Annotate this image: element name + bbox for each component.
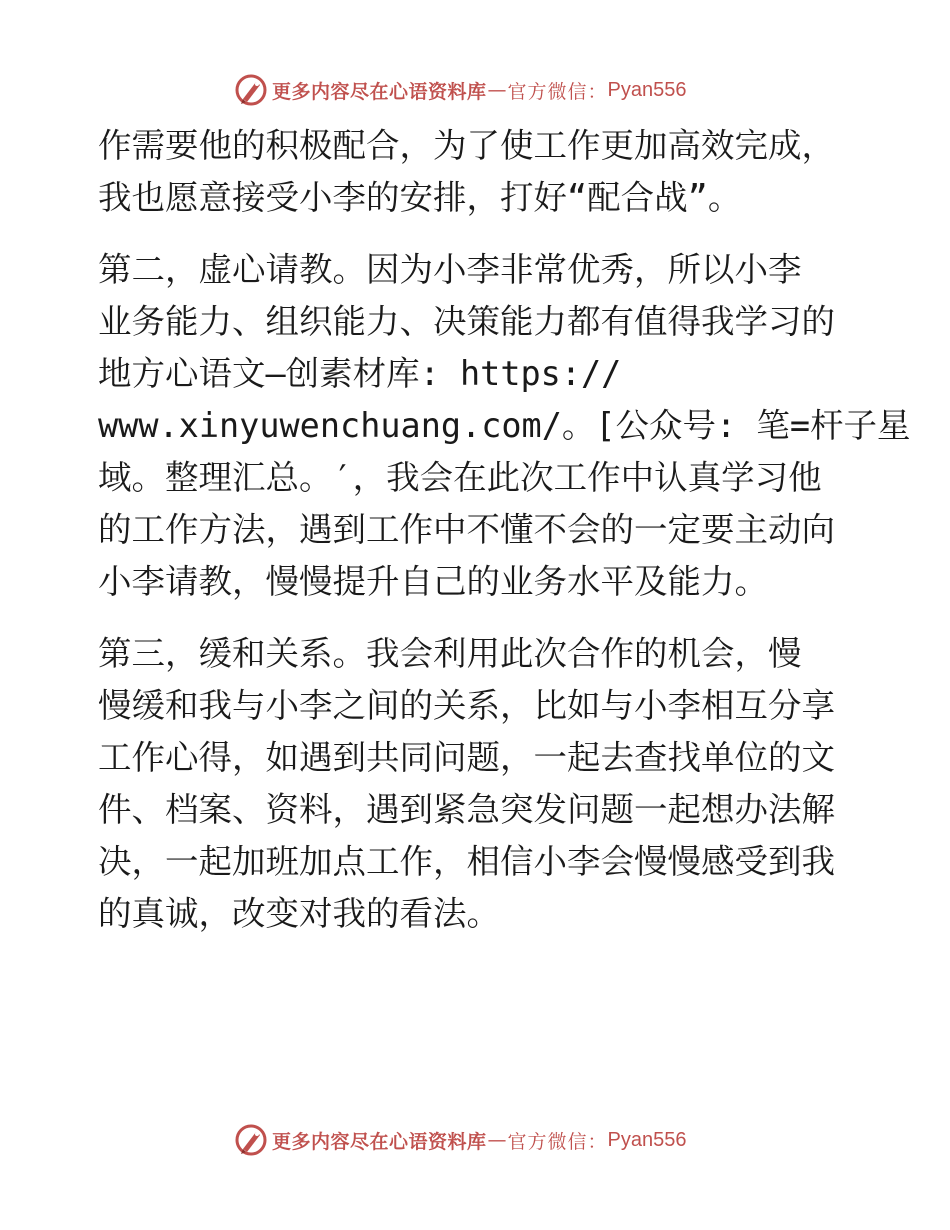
paragraph-2 (98, 244, 911, 608)
text-line: 件、档案、资料，遇到紧急突发问题一起想办法解 (98, 790, 835, 829)
footer-banner (234, 1122, 687, 1158)
text-line: www.xinyuwenchuang.com/。[公众号: 笔=杆子星 (98, 406, 911, 445)
banner-wechat-label: 官方微信： (507, 80, 608, 103)
paragraph-3 (98, 628, 858, 940)
banner-main-text: 更多内容尽在心语资料库 (272, 1130, 487, 1153)
document-body (98, 120, 911, 940)
text-line: 第二，虚心请教。因为小李非常优秀，所以小李 (98, 250, 802, 289)
text-line: 慢缓和我与小李之间的关系，比如与小李相互分享 (98, 686, 835, 725)
banner-dash: — (487, 79, 507, 101)
pen-circle-logo-icon (234, 73, 268, 107)
text-line: 我也愿意接受小李的安排，打好“配合战”。 (98, 178, 742, 217)
text-line: 域。整理汇总。′，我会在此次工作中认真学习他 (98, 458, 822, 497)
text-line: 作需要他的积极配合，为了使工作更加高效完成， (98, 126, 835, 165)
banner-dash: — (487, 1129, 507, 1151)
text-line: 第三，缓和关系。我会利用此次合作的机会，慢 (98, 634, 802, 673)
text-line: 业务能力、组织能力、决策能力都有值得我学习的 (98, 302, 835, 341)
text-line: 决，一起加班加点工作，相信小李会慢慢感受到我 (98, 842, 835, 881)
text-line: 小李请教，慢慢提升自己的业务水平及能力。 (98, 562, 768, 601)
banner-wechat-label: 官方微信： (507, 1130, 608, 1153)
text-line: 的工作方法，遇到工作中不懂不会的一定要主动向 (98, 510, 835, 549)
banner-main-text: 更多内容尽在心语资料库 (272, 80, 487, 103)
banner-wechat-id: Pyan556 (607, 78, 687, 101)
text-line: 地方心语文—创素材库: https:// (98, 354, 622, 393)
banner-wechat-id: Pyan556 (607, 1128, 687, 1151)
header-banner (234, 72, 687, 108)
paragraph-1 (98, 120, 858, 224)
text-line: 工作心得，如遇到共同问题，一起去查找单位的文 (98, 738, 835, 777)
text-line: 的真诚，改变对我的看法。 (98, 894, 500, 933)
pen-circle-logo-icon (234, 1123, 268, 1157)
